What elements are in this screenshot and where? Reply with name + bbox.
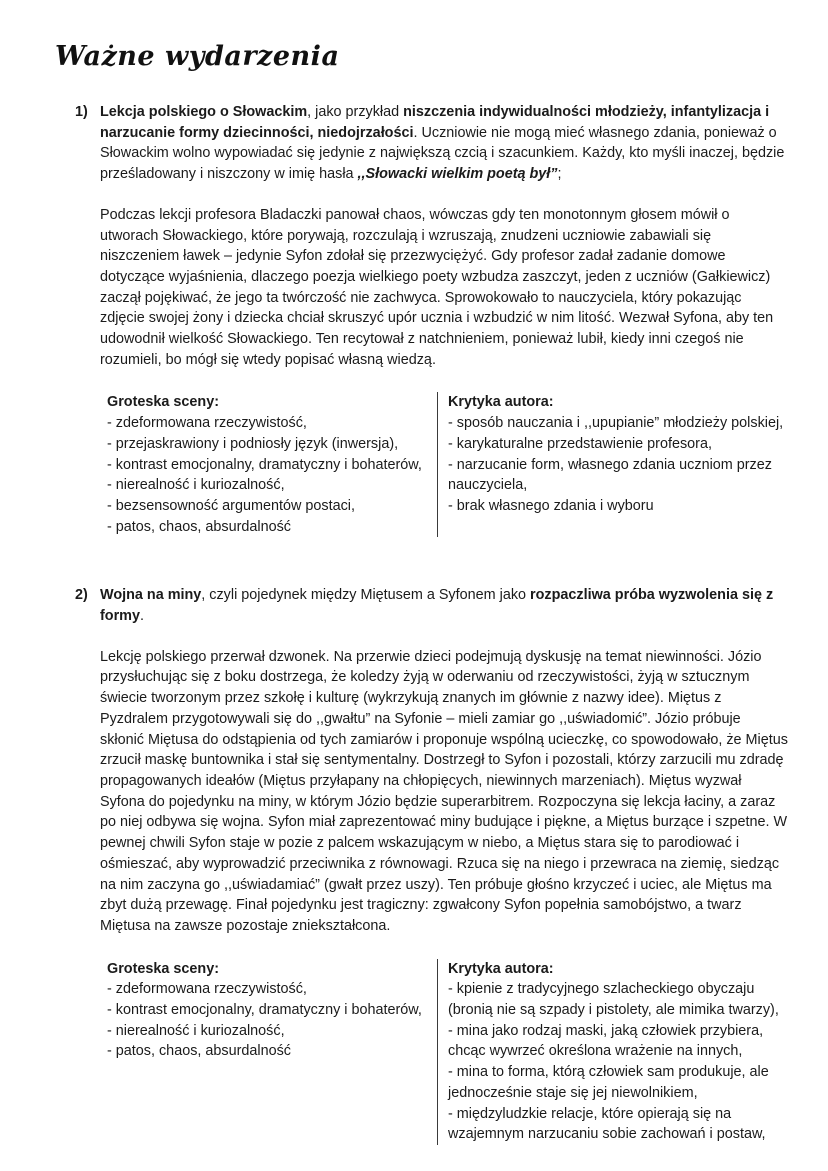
table-line: - patos, chaos, absurdalność [107, 1043, 291, 1060]
table-line: - kpienie z tradycyjnego szlacheckiego obyczaju (bronią nie są szpady i pistolety, ale mimika twarzy), [448, 981, 779, 1019]
section-2-lead [100, 585, 788, 626]
text-segment: . [139, 608, 144, 625]
section-1-number: 1) [75, 104, 88, 120]
section-2-body [100, 585, 788, 1145]
section-1-body [100, 102, 788, 537]
section-1-table [100, 392, 788, 537]
table-line: - mina to forma, którą człowiek sam produkuje, ale jednocześnie staje się jej niewolnikiem, [448, 1064, 769, 1101]
groteska-items [107, 413, 429, 537]
text-segment: ,,Słowacki wielkim poetą był” [357, 166, 558, 183]
table-line: - karykaturalne przedstawienie profesora, [448, 435, 712, 452]
section-2-table [100, 959, 788, 1145]
section-1-lead [100, 102, 788, 185]
table-line: - bezsensowność argumentów postaci, [107, 497, 355, 514]
section-2 [75, 585, 788, 1145]
table-line: - mina jako rodzaj maski, jaką człowiek przybiera, chcąc wywrzeć określona wrażenie na innych, [448, 1022, 764, 1060]
text-segment: Lekcja polskiego o Słowackim [100, 104, 308, 120]
page-title: Ważne wydarzenia [55, 41, 340, 72]
table-line: - zdeformowana rzeczywistość, [107, 415, 307, 432]
krytyka-header: Krytyka autora: [448, 394, 554, 411]
groteska-items [107, 979, 429, 1062]
text-segment: rozpaczliwa próba wyzwolenia się z formy [100, 587, 774, 625]
text-segment: ; [557, 166, 562, 183]
text-segment: , czyli pojedynek między Miętusem a Syfonem jako [201, 587, 531, 604]
section-1-krytyka-column [437, 392, 788, 537]
text-segment: niszczenia indywidualności młodzieży, infantylizacja i narzucanie formy dziecinności, niedojrzałości [100, 104, 770, 141]
table-line: - międzyludzkie relacje, które opierają się na wzajemnym narzucaniu sobie zachowań i postaw, [448, 1105, 766, 1143]
section-2-number: 2) [75, 587, 88, 604]
section-1-groteska-column [100, 392, 437, 537]
table-line: - narzucanie form, własnego zdania uczniom przez nauczyciela, [448, 456, 772, 494]
text-segment: Wojna na miny [100, 587, 202, 604]
section-2-paragraph: Lekcję polskiego przerwał dzwonek. Na przerwie dzieci podejmują dyskusję na temat niewinności. Józio przysłuchując się z boku dostrzega, że koledzy żyją w oderwaniu od rzeczywistości, żyją w sztucznym świecie tworzonym przez szkołę i kulturę (wykrzykują znanych im głównie z nazwy idee). Miętus z Pyzdralem przygotowywali się do ,,gwałtu” na Syfonie – mieli zamiar go ,,uświadomić”. Józio próbuje skłonić Miętusa do odstąpienia od tych zamiarów i proponuje wspólną ucieczkę, co spowodowało, że Miętus zrzucił maskę buntownika i stał się sentymentalny. Dostrzegł to Syfon i pozostali, którzy zarzucili mu zdradę propagowanych ideałów (Miętus przyłapany na chłopięcych, niewinnych marzeniach). Miętus wyzwał Syfona do pojedynku na miny, w którym Józio będzie superarbitrem. Rozpoczyna się lekcja łaciny, a zaraz po niej odbywa się wojna. Syfon miał zaprezentować miny budujące i piękne, a Miętus burzące i szpetne. W pewnej chwili Syfon staje w pozie z palcem wskazującym w niebo, a Miętus stara się to parodiować i ośmieszać, aby wyprowadzić przeciwnika z równowagi. Rzuca się na niego i przewraca na ziemię, siedząc na nim zaczyna go ,,uświadamiać” (gwałt przez uszy). Ten próbuje głośno krzyczeć i uciec, ale Miętus ma zbyt dużą przewagę. Finał pojedynku jest tragiczny: zgwałcony Syfon popełnia samobójstwo, a twarz Miętusa na zawsze pozostaje zniekształcona. [100, 648, 788, 934]
table-line: - patos, chaos, absurdalność [107, 518, 291, 535]
section-1 [75, 102, 788, 537]
section-2-groteska-column [100, 959, 437, 1145]
section-2-krytyka-column [437, 959, 788, 1145]
table-line: - sposób nauczania i ,,upupianie” młodzieży polskiej, [448, 415, 784, 432]
section-1-paragraph: Podczas lekcji profesora Bladaczki panował chaos, wówczas gdy ten monotonnym głosem mówił o utworach Słowackiego, które porywają, rozczulają i wzruszają, znudzeni uczniowie zabawiali się niszczeniem ławek – jedynie Syfon zdołał się przezwyciężyć. Gdy profesor zadał zadanie domowe dotyczące wyjaśnienia, dlaczego poezja wielkiego poety wzbudza zaszczyt, jeden z uczniów (Gałkiewicz) zaczął pojękiwać, że jego ta twórczość nie zachwyca. Sprowokowało to nauczyciela, który pokazując zdjęcie swojej żony i dziecka chciał skruszyć upór ucznia i wzbudzić w nim litość. Wezwał Syfona, aby ten udowodnił wielkość Słowackiego. Ten recytował z natchnieniem, ponieważ lubił, kiedy inni czegoś nie rozumieli, bo mógł się wtedy popisać własną wiedzą. [100, 206, 774, 368]
krytyka-items [448, 413, 788, 517]
groteska-header: Groteska sceny: [107, 960, 219, 977]
table-line: - nierealność i kuriozalność, [107, 477, 285, 494]
text-segment: , jako przykład [307, 104, 404, 120]
krytyka-items [448, 979, 788, 1145]
table-line: - przejaskrawiony i podniosły język (inwersja), [107, 435, 399, 452]
krytyka-header: Krytyka autora: [448, 960, 554, 977]
table-line: - kontrast emocjonalny, dramatyczny i bohaterów, [107, 456, 422, 473]
table-line: - brak własnego zdania i wyboru [448, 497, 654, 514]
table-line: - nierealność i kuriozalność, [107, 1022, 285, 1039]
table-line: - kontrast emocjonalny, dramatyczny i bohaterów, [107, 1002, 422, 1019]
groteska-header: Groteska sceny: [107, 394, 219, 411]
text-segment: . Uczniowie nie mogą mieć własnego zdania, ponieważ o Słowackim wolno wypowiadać się jedynie z największą czcią i szacunkiem. Każdy, kto myśli inaczej, będzie prześladowany i niszczony w imię hasła [100, 124, 785, 183]
table-line: - zdeformowana rzeczywistość, [107, 981, 307, 998]
